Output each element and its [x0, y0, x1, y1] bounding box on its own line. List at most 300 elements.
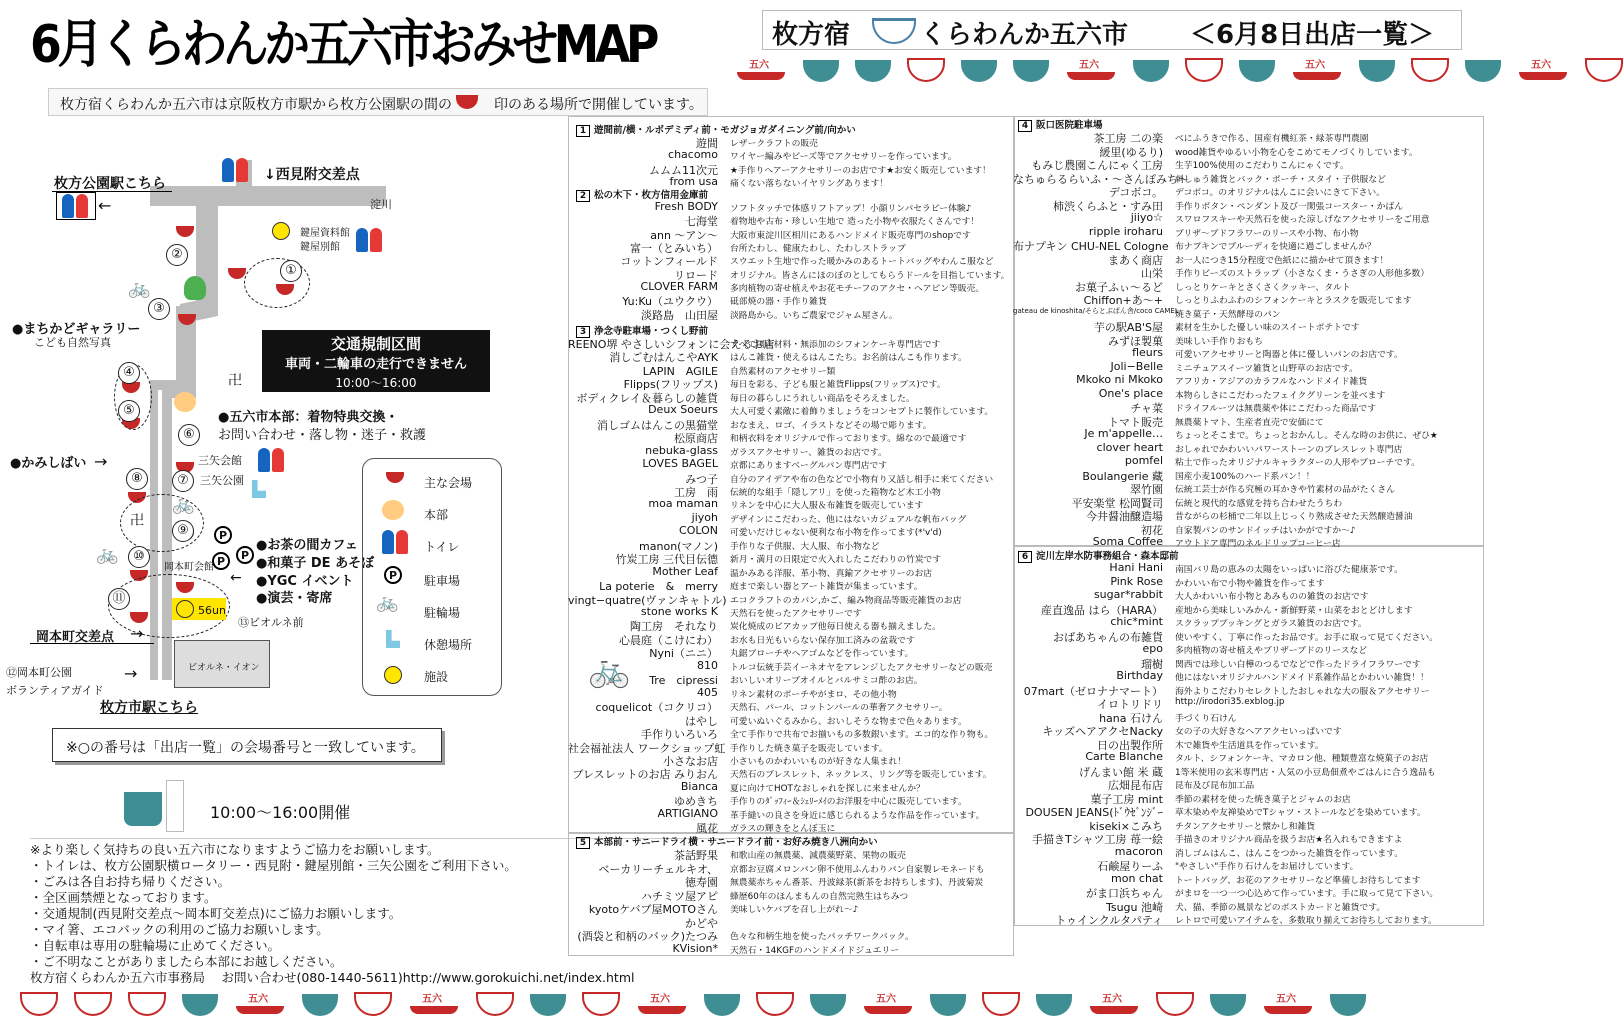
section-title: 淀川左岸水防事務組合・森本邸前	[1036, 551, 1179, 562]
map-label: こども自然写真	[34, 336, 111, 349]
vendor-name: 布ナプキン CHU-NEL Cologne	[1013, 240, 1169, 253]
vendor-description: オリジナル。皆さんにほのぼのとしてもらうドールを目指しています。	[730, 270, 1010, 281]
vendor-name: ゆめきち	[674, 795, 718, 809]
vendor-name: 日の出製作所	[1097, 738, 1163, 752]
vendor-description: 昔ながらの杉桶で二年以上じっくり熟成させた天然醸造醤油	[1175, 512, 1413, 522]
legend-label: 主な会場	[424, 476, 473, 490]
vendor-description: 温かみある洋服、革小物、真鍮アクセサリーのお店	[730, 568, 933, 579]
vendor-name: Fresh BODY	[654, 200, 718, 213]
section-number: 1	[576, 125, 590, 137]
map-label: ●演芸・寄席	[256, 591, 333, 606]
toilet-icon	[258, 448, 284, 472]
vendor-name: 405	[697, 685, 718, 699]
bowl-icon	[930, 994, 966, 1016]
vendor-name: 社会福祉法人 ワークショップ虹	[568, 741, 726, 755]
map-label: 56un	[198, 604, 226, 617]
vendor-name: jiyoh	[691, 510, 718, 524]
arrow-icon: →	[130, 624, 144, 643]
vendor-name: chacomo	[668, 148, 718, 162]
vendor-name: pomfel	[1124, 454, 1163, 467]
vendor-name: ann ～アン～	[650, 228, 718, 242]
bowl-icon	[961, 60, 997, 82]
bowl-icon	[354, 992, 392, 1016]
vendor-name: macoron	[1114, 844, 1163, 858]
section-number: 6	[1018, 551, 1032, 563]
bicycle-icon: 🚲	[128, 278, 151, 299]
vendor-name: nebuka-glass	[645, 443, 718, 457]
vendor-name: 平安楽堂 松岡賢司	[1071, 496, 1163, 510]
vendor-description: 多肉植物の寄せ植えやお花モチーフのアクセ・ヘアピン等販売。	[730, 284, 985, 295]
map-label: 鍵屋資料館	[300, 228, 350, 239]
vendor-description: 毎日の暮らしにうれしい商品をそろえました。	[730, 393, 915, 404]
vendor-name: みずほ製菓	[1108, 334, 1163, 348]
map-label: 岡本町会館	[164, 562, 214, 573]
map-label: 三矢公園	[200, 474, 244, 487]
venue-number: ⑥	[178, 424, 200, 446]
bowl-icon	[1156, 992, 1194, 1016]
vendor-name: コットンフィールド	[620, 255, 718, 269]
vendor-description: レザークラフトの販売	[730, 139, 818, 149]
vendor-name: 淡路島 山田屋	[641, 308, 718, 322]
vendor-name: 風花	[696, 822, 718, 836]
section-number: 2	[576, 190, 590, 202]
map-label: ボランティアガイド	[6, 684, 104, 697]
vendor-name: 七海堂	[685, 215, 718, 229]
vendor-description: お一人につき15分程度で色紙にに描かせて頂きます！	[1175, 255, 1389, 266]
map-label: 岡本町交差点	[36, 630, 115, 645]
vendor-name: みつ子	[685, 472, 718, 486]
vendor-name: Chiffon+あ～+	[1083, 294, 1163, 307]
vendor-description: 可愛いぬいぐるみから、おいしそうな物まで色々あります。	[730, 716, 967, 727]
vendor-name: かどや	[685, 916, 718, 930]
vendor-description: 可愛いアクセサリーと陶器と体に優しいパンのお店です。	[1175, 350, 1403, 360]
vendor-description: しっとりケーキとさくさくクッキー、タルト	[1175, 282, 1351, 293]
vendor-description: 京都にありますベーグルパン専門店です	[730, 461, 888, 472]
vendor-description: ワイヤー編みやビーズ等でアクセサリーを作っています。	[730, 152, 957, 163]
vendor-name: coquelicot（コクリコ）	[595, 701, 718, 715]
vendor-name: Yu:Ku（ユウクウ）	[622, 295, 718, 309]
vendor-description: 大阪市東淀川区相川にあるハンドメイド販売専門のshopです	[730, 230, 971, 241]
vendor-name: REENO堺 やさしいシフォンに会えるお店	[568, 338, 775, 351]
vendor-name: LAPIN AGILE	[642, 364, 718, 378]
arrow-icon: →	[124, 664, 138, 683]
map-label: お問い合わせ・落し物・迷子・救護	[218, 428, 427, 443]
bottom-decoration-row	[20, 990, 1366, 1020]
header-town: 枚方宿	[772, 20, 851, 50]
bowl-icon	[704, 994, 740, 1016]
facility-icon	[384, 666, 402, 684]
vendor-name: stone works K	[640, 605, 718, 618]
vendor-name: Mother Leaf	[652, 564, 718, 578]
bowl-icon	[803, 60, 839, 82]
vendor-description: 多肉植物の寄せ植えやブリザーブドのリースなど	[1175, 646, 1368, 656]
vendor-name: 小さなお店	[663, 754, 718, 768]
vendor-description: 自家製パンのサンドイッチはいかがですか～♪	[1175, 525, 1356, 536]
bicycle-icon: 🚲	[172, 494, 195, 515]
vendor-name: 柿渋くらふと・すみ田	[1053, 199, 1163, 213]
bowl-icon	[182, 994, 218, 1016]
vendor-description: ブリザ～ブドフラワーのリースや小物、布小物	[1175, 228, 1359, 239]
vendor-name: 心晨庭（こけにわ）	[619, 633, 718, 647]
vendor-name: Deux Soeurs	[648, 403, 718, 417]
vendor-name: CLOVER FARM	[640, 280, 718, 294]
vendor-name: ベーカリーチェルキオ、	[598, 862, 718, 876]
vendor-name: gateau de kinoshita/そらとぶぱん舎/coco CAMEL	[1013, 306, 1179, 315]
vendor-description: 小さいものかわいいものが好きな人集まれ！	[730, 756, 906, 767]
map-label: ビオルネ・イオン	[188, 663, 260, 673]
vendor-name: ARTIGIANO	[657, 806, 718, 820]
traffic-title: 交通規制区間	[330, 335, 421, 353]
vendor-description: 季節の素材を使った焼き菓子とジャムのお店	[1175, 794, 1351, 805]
vendor-description: お水も日光もいらない保存加工済みの盆栽です	[730, 635, 915, 646]
vendor-description: スワロフスキーや天然石を使った涼しげなアクセサリーをご用意	[1175, 215, 1430, 225]
vendor-name: 瑠樹	[1141, 657, 1163, 671]
map-label: ⑫岡本町公園	[6, 666, 72, 679]
bowl-icon	[582, 992, 620, 1016]
traffic-subtitle: 車両・二輪車の走行できません	[284, 357, 467, 372]
vendor-name: DOUSEN JEANS(ﾄﾞｳｾﾞﾝｼﾞｰ	[1025, 806, 1163, 819]
vendor-description: "やさしい"手作り石けんをお届けしています。	[1175, 862, 1359, 872]
vendor-description: 炭化焼成のピアカップ他毎日使える器も揃えました。	[730, 622, 941, 633]
vendor-description: しっとりふわふわのシフォンケーキとラスクを販売してます	[1175, 296, 1412, 306]
vendor-description: 犬、猫、季節の風景などのポストカードと雑貨です。	[1175, 902, 1386, 913]
vendor-description: http://irodori35.exblog.jp	[1175, 697, 1285, 707]
vendor-name: イロトリドリ	[1097, 698, 1163, 711]
vendor-description: 庭まで楽しい器とアート雑貨が集まっています。	[730, 582, 923, 593]
vendor-name: キッズヘアアクセNacky	[1042, 725, 1163, 738]
top-decoration-row	[735, 56, 1623, 86]
vendor-name: Bianca	[680, 779, 718, 793]
vendor-description: 色々な和柄生地を使ったパッチワークバック。	[730, 932, 914, 942]
vendor-name: jiiyo☆	[1130, 211, 1163, 224]
section-number: 5	[576, 837, 590, 849]
vendor-name: Tre cipressi	[649, 674, 718, 688]
vendor-description: がまロを一つ一つ心込めて作っています。手に取って見て下さい。	[1175, 889, 1439, 899]
vendor-description: 消しゴムはんこ、はんこをつかった雑貨を作っています。	[1175, 848, 1404, 859]
vendor-description: 手作りボタン・ペンダント及び一閑張コースター・かばん	[1175, 201, 1404, 212]
vendor-description: ガラスの輝きをとんぼ玉に	[730, 824, 836, 835]
temple-symbol: 卍	[130, 513, 144, 529]
bicycle-icon: 🚲	[588, 650, 631, 690]
vendor-name: Mkoko ni Mkoko	[1076, 373, 1163, 386]
vendor-name: 消しごむはんこやAYK	[609, 351, 718, 365]
section-heading	[1018, 117, 1103, 132]
vendor-name: 広畑昆布店	[1108, 779, 1163, 792]
vendor-description: 手描きのオリジナル商品を扱うお店★名入れもできますよ	[1175, 835, 1403, 845]
vendor-description: 素材を生かした優しい味のスイートポテトです	[1175, 323, 1360, 333]
headquarters-icon	[382, 500, 404, 520]
vendor-name: リロード	[674, 268, 718, 282]
vendor-description: 蜂歴60年のほんまもんの自然完熟生はちみつ	[730, 891, 909, 902]
vendor-description: 伝統的な組手「隠しアリ」を使った箱物など木工小物	[730, 487, 941, 498]
vendor-name: manon(マノン)	[639, 539, 718, 553]
map-label: 鍵屋別館	[300, 242, 340, 253]
boat-icon	[1262, 990, 1314, 1016]
bowl-icon	[1585, 58, 1623, 82]
bowl-icon	[128, 992, 166, 1016]
vendor-name: チャ菜	[1130, 402, 1163, 415]
vendor-name: もみじ農園こんにゃく工房	[1031, 159, 1163, 172]
vendor-name: おばあちゃんの布雑貨	[1053, 630, 1163, 644]
vendor-name: 陶工房 それなり	[630, 620, 718, 634]
vendor-name: 初花	[1141, 523, 1163, 537]
vendor-description: 可愛いだけじゃない便利な布小物を作ってます(*'v'd)	[730, 528, 942, 539]
boat-icon	[636, 990, 688, 1016]
vendor-description: トルコ伝統手芸イーネオヤをアレンジしたアクセサリーなどの販売	[730, 662, 993, 673]
vendor-description: ちょっとそこまで。ちょっとおかんし。そんな時のお供に、ぜひ★	[1175, 431, 1438, 441]
map-label: 枚方公園駅こちら	[54, 176, 166, 192]
vendor-description: 天然石・14KGFのハンドメイドジュエリー	[730, 945, 900, 956]
header-list-title: ＜6月8日出店一覧＞	[1190, 20, 1435, 50]
vendor-description: デザインにこだわった、他にはないカジュアルな帆布バッグ	[730, 514, 967, 525]
venue-number: ⑤	[118, 400, 140, 422]
guideline-line: ・自転車は専用の駐輪場に止めてください。	[30, 938, 281, 953]
vendor-name: 工房 雨	[674, 485, 718, 499]
vendor-name: 石鹸屋りーふ	[1097, 860, 1163, 873]
map-label: ●YGC イベント	[256, 574, 354, 589]
headquarters-icon	[174, 392, 196, 412]
vendor-description: はんこ雑貨・使えるはんこたち。お名前はんこも作ります。	[730, 353, 967, 364]
section-heading	[576, 834, 878, 849]
vendor-name: ボディクレイ＆暮らしの雑貨	[576, 391, 718, 405]
vendor-description: 布ナプキンでブルーディを快適に過ごしませんか？	[1175, 242, 1376, 252]
section-number: 4	[1018, 120, 1032, 132]
intro-text: 枚方宿くらわんか五六市は京阪枚方市駅から枚方公園駅の間の	[60, 97, 452, 113]
vendor-name: 茶工房 二の楽	[1093, 132, 1163, 145]
vendor-description: おなまえ、ロゴ、イラストなどその場で彫ります。	[730, 420, 932, 431]
vendor-description: 無農薬赤ちゃん番茶、丹波緑茶(新茶をお持ちします)、丹波菊炭	[730, 878, 984, 888]
vendor-name: Birthday	[1116, 669, 1163, 682]
map-label: ●お茶の間カフェ	[256, 538, 358, 553]
vendor-description: 使いやすく、丁寧に作ったお品です。お手に取って見てください。	[1175, 632, 1439, 643]
page-title: 6月くらわんか五六市おみせMAP	[30, 15, 656, 75]
vendor-description: 手作りした焼き菓子を販売しています。	[730, 743, 888, 754]
vendor-name: ripple iroharu	[1088, 224, 1163, 238]
boat-icon	[735, 56, 787, 82]
vendor-description: 刺しゅう雑貨とバック・ポーチ・スタイ・子供服など	[1175, 174, 1386, 185]
toilet-icon	[382, 530, 408, 554]
vendor-name: Tsugu 池崎	[1105, 900, 1163, 914]
vendor-name: moa maman	[648, 497, 718, 511]
vendor-description: 革手縫いの良さを身近に感じられるような作品を作っています。	[730, 810, 985, 821]
opening-hours: 10:00～16:00開催	[210, 803, 351, 822]
vendor-name: Je m'appelle…	[1084, 427, 1163, 440]
map-label: ●まちかどギャラリー	[12, 322, 141, 337]
venue-bowl-icon	[228, 268, 246, 279]
vendor-description: アフリカ・アジアのカラフルなハンドメイド雑貨	[1175, 377, 1368, 387]
vendor-description: 1等米使用の玄米専門店・人気の小豆島佃煮やごはんに合う逸品も	[1175, 767, 1436, 778]
bowl-icon	[1013, 60, 1049, 82]
vendor-name: kyotoケバブ屋MOTOさん	[588, 903, 718, 916]
vendor-description: 女の子の大好きなヘアアクセいっぱいです	[1175, 727, 1342, 737]
vendor-name: はやし	[685, 714, 718, 728]
toilet-icon	[62, 194, 88, 218]
vendor-name: 手描きTシャツ工房 苺一絵	[1032, 833, 1163, 846]
vendor-description: 焼き菓子・天然酵母のパン	[1175, 309, 1281, 320]
boat-icon	[862, 990, 914, 1016]
vendor-name: clover heart	[1096, 440, 1163, 454]
vendor-name: One's place	[1098, 386, 1163, 400]
vendor-name: ムムム11次元	[649, 163, 718, 177]
vendor-description: ★手作りヘアーアクセサリーのお店です★お安く販売しています！	[730, 165, 991, 176]
venue-number: ③	[148, 298, 170, 320]
vendor-description: ドライフルーツは無農薬や体にこだわった商品です	[1175, 404, 1377, 414]
map-label: 淀川	[370, 198, 392, 211]
map-label: ●かみしばい	[10, 456, 87, 471]
vendor-name: 山栄	[1141, 267, 1163, 280]
map-label: 三矢会館	[198, 454, 242, 467]
vendor-description: チタンアクセサリーと懐かし和雑貨	[1175, 821, 1316, 832]
parking-icon: P	[236, 546, 254, 564]
note-text: ※○の番号は「出店一覧」の会場番号と一致しています。	[66, 740, 425, 756]
vendor-description: 着物地や古布・珍しい生地で 造った小物や衣服たくさんです！	[730, 217, 980, 228]
vendor-description: 他にはないオリジナルハンドメイド系雑作品とかわいい雑貨！！	[1175, 673, 1429, 683]
vendor-name: Boulangerie 藏	[1082, 469, 1163, 483]
map-label: ⑬ビオルネ前	[238, 616, 304, 629]
vendor-name: (酒袋と和柄のバック)たつみ	[577, 930, 718, 943]
vendor-description: レトロで可愛いアイテムを、多数取り揃えてお待ちしております。	[1175, 916, 1437, 926]
vendor-name: mon chat	[1111, 871, 1163, 885]
vendor-name: epo	[1142, 642, 1163, 655]
section-number: 3	[576, 326, 590, 338]
vendor-description: 関西では珍しい白樺のつるでなどで作ったドライフラワーです	[1175, 659, 1421, 670]
boat-icon	[1517, 56, 1569, 82]
vendor-name: Pink Rose	[1110, 574, 1163, 588]
bowl-icon	[1185, 58, 1223, 82]
venue-number: ⑩	[128, 546, 150, 568]
bowl-icon	[1036, 994, 1072, 1016]
vendor-description: 台所たわし、健康たわし、たわしストラップ	[730, 244, 906, 255]
vendor-description: 昆布及び昆布加工品	[1175, 781, 1255, 791]
vendor-description: 美味しいケバブを召し上がれ～♪	[730, 905, 859, 915]
vendor-description: 痛くない落ちないイヤリングあります！	[730, 178, 889, 189]
rest-area-icon	[252, 480, 266, 498]
arrow-icon: ←	[98, 196, 112, 215]
map-label: ●和菓子 DE あそぼ	[256, 556, 375, 571]
parking-icon: P	[214, 526, 232, 544]
venue-number: ④	[118, 362, 140, 384]
vendor-name: LOVES BAGEL	[642, 457, 718, 471]
map-label: ↓西見附交差点	[264, 167, 360, 183]
bowl-icon	[1330, 994, 1366, 1016]
section-title: 阪口医院駐車場	[1036, 120, 1103, 131]
vendor-description: 大人かわいい布小物とあみものの雑貨のお店です	[1175, 592, 1369, 602]
arrow-icon: →	[94, 452, 108, 471]
vendor-name: ハチミツ屋アピ	[641, 889, 718, 903]
section-title: 遊間前/横・ルボデミディ前・モガジョガダイニング前/向かい	[594, 125, 856, 136]
venue-number: ⑨	[172, 520, 194, 542]
guideline-line: ・マイ箸、エコバックの利用のご協力お願いします。	[30, 922, 329, 937]
vendor-description: 手作りな子供服、大人服、布小物など	[730, 541, 880, 552]
parking-icon: P	[384, 566, 402, 584]
vendor-name: 消しゴムはんこの黒猫堂	[597, 418, 718, 432]
guideline-line: ※より楽しく気持ちの良い五六市になりますようご協力をお願いします。	[30, 842, 440, 857]
bowl-icon	[302, 994, 338, 1016]
vendor-description: 砥部焼の器・手作り雑貨	[730, 297, 827, 308]
boat-icon	[408, 990, 460, 1016]
vendor-name: Joli−Belle	[1110, 359, 1163, 373]
map-label: 枚方市駅こちら	[100, 700, 198, 716]
intro-text-end: 印のある場所で開催しています。	[494, 97, 703, 113]
vendor-name: Hani Hani	[1109, 561, 1163, 574]
venue-number: ⑪	[108, 588, 130, 610]
vendor-description: ソフトタッチで体感リフトアップ！小顔リンパセラピー体験♪	[730, 204, 972, 214]
vendor-description: べにふうきで作る、国産有機紅茶・緑茶専門農園	[1175, 134, 1369, 144]
vendor-name: Carte Blanche	[1085, 750, 1163, 763]
vendor-description: 美味しい手作りおもち	[1175, 336, 1263, 347]
map-label: ●五六市本部：着物特典交換・	[218, 410, 399, 425]
vendor-description: 全て手作りで共布でお揃いもの多数銀います。エコ的な作り物も。	[730, 730, 994, 741]
guideline-line: ・全区画禁煙となっております。	[30, 890, 217, 905]
section-title: 松の木下・枚方信用金庫前	[594, 190, 709, 201]
vendor-name: 菓子工房 mint	[1090, 792, 1163, 806]
bowl-icon	[530, 994, 566, 1016]
vendor-name: 遊間	[696, 137, 718, 150]
vendor-description: 新月・満月の日限定で火入れしたこだわりの竹炭です	[730, 555, 942, 566]
header-market-name: くらわんか五六市	[920, 20, 1129, 50]
vendor-name: Flipps(フリップス)	[623, 378, 718, 392]
parking-icon: P	[212, 552, 230, 570]
vendor-description: ガラスアクセサリー、雑貨のお店です。	[730, 447, 887, 458]
vendor-description: タルト、シフォンケーキ、マカロン他、種類豊富な焼菓子のお店	[1175, 754, 1429, 764]
logo-icon	[124, 792, 162, 826]
vendor-name: 今井醤油醸造場	[1086, 510, 1163, 523]
vendor-description: 国産小麦100%のハード系パン！！	[1175, 471, 1315, 482]
bicycle-icon: 🚲	[96, 544, 119, 565]
vendor-description: 産地から美味しいみかん・新鮮野菜・山菜をおとどけします	[1175, 605, 1413, 616]
guideline-line: ・トイレは、枚方公園駅横ロータリー・西見附・鍵屋別館・三矢公園をご利用下さい。	[30, 858, 517, 873]
temple-symbol: 卍	[228, 373, 242, 389]
vendor-name: なちゅらるらいふ・～さんぽみち～	[1013, 172, 1189, 186]
vendor-description: 無農薬トマト、生産者直売で安価にて	[1175, 417, 1324, 428]
vendor-name: トゥインクルタパティ	[1055, 914, 1163, 927]
legend-label: 駐車場	[424, 574, 461, 588]
vendor-name: kiseki×こみち	[1089, 819, 1163, 833]
vendor-name: 翠竹園	[1130, 483, 1163, 496]
vendor-description: リネンを中心に大人服＆布雑貨を販売しています	[730, 501, 924, 512]
vendor-name: 徳寿園	[685, 876, 718, 889]
bowl-icon	[1210, 994, 1246, 1016]
vendor-name: 松原商店	[674, 432, 718, 446]
vendor-description: 粘土で作ったオリジナルキャラクターの人形やブローチです。	[1175, 458, 1420, 468]
vendor-name: 富一（とみいち）	[630, 242, 718, 256]
vendor-name: デコボコ。	[1108, 186, 1163, 199]
vendor-description: 伝統工芸士が作る究極の耳かきや竹素材の品がたくさん	[1175, 485, 1395, 495]
vendor-name: chic*mint	[1110, 615, 1163, 628]
toilet-icon	[356, 228, 382, 252]
boat-icon	[234, 990, 286, 1016]
vendor-description: 丸鋸ブローチやヘアゴムなどを作っています。	[730, 649, 914, 660]
venue-bowl-icon	[176, 226, 194, 237]
vendor-name: KVision*	[672, 941, 718, 955]
vendor-name: La poterie & merry	[599, 580, 718, 594]
vendor-description: 手作りのﾀﾞｯﾌｨｰ＆ｼｪﾘｰﾒｲのお洋服を中心に販売しています。	[730, 797, 967, 808]
vendor-description: トートバッグ、お花のアクセサリーなど準備しお待ちしてます	[1175, 875, 1421, 886]
vendor-description: 天然石、パール、コットンパールの華奢アクセサリー。	[730, 703, 948, 714]
section-title: 浄念寺駐車場・つくし野前	[594, 326, 709, 337]
vendor-description: かわいい布で小物や雑貨を作ってます	[1175, 578, 1325, 589]
vendor-description: リネン素材のポーチやがまロ、その他小物	[730, 689, 897, 700]
vendor-name: トマト販売	[1108, 415, 1163, 429]
boat-icon	[1291, 56, 1343, 82]
vendor-name: げんまい館 米 蔵	[1079, 765, 1163, 779]
legend-label: トイレ	[424, 540, 460, 554]
vendor-description: おいしいオリーブオイルとバルサミコ酢のお店。	[730, 676, 923, 687]
bowl-icon	[1239, 60, 1275, 82]
vendor-description: 伝統と現代的な感覚を持ち合わせたうちわ	[1175, 498, 1343, 509]
guideline-line: ・ご不明なことがありましたら本部にお越しください。	[30, 954, 343, 969]
bowl-icon	[1465, 60, 1501, 82]
